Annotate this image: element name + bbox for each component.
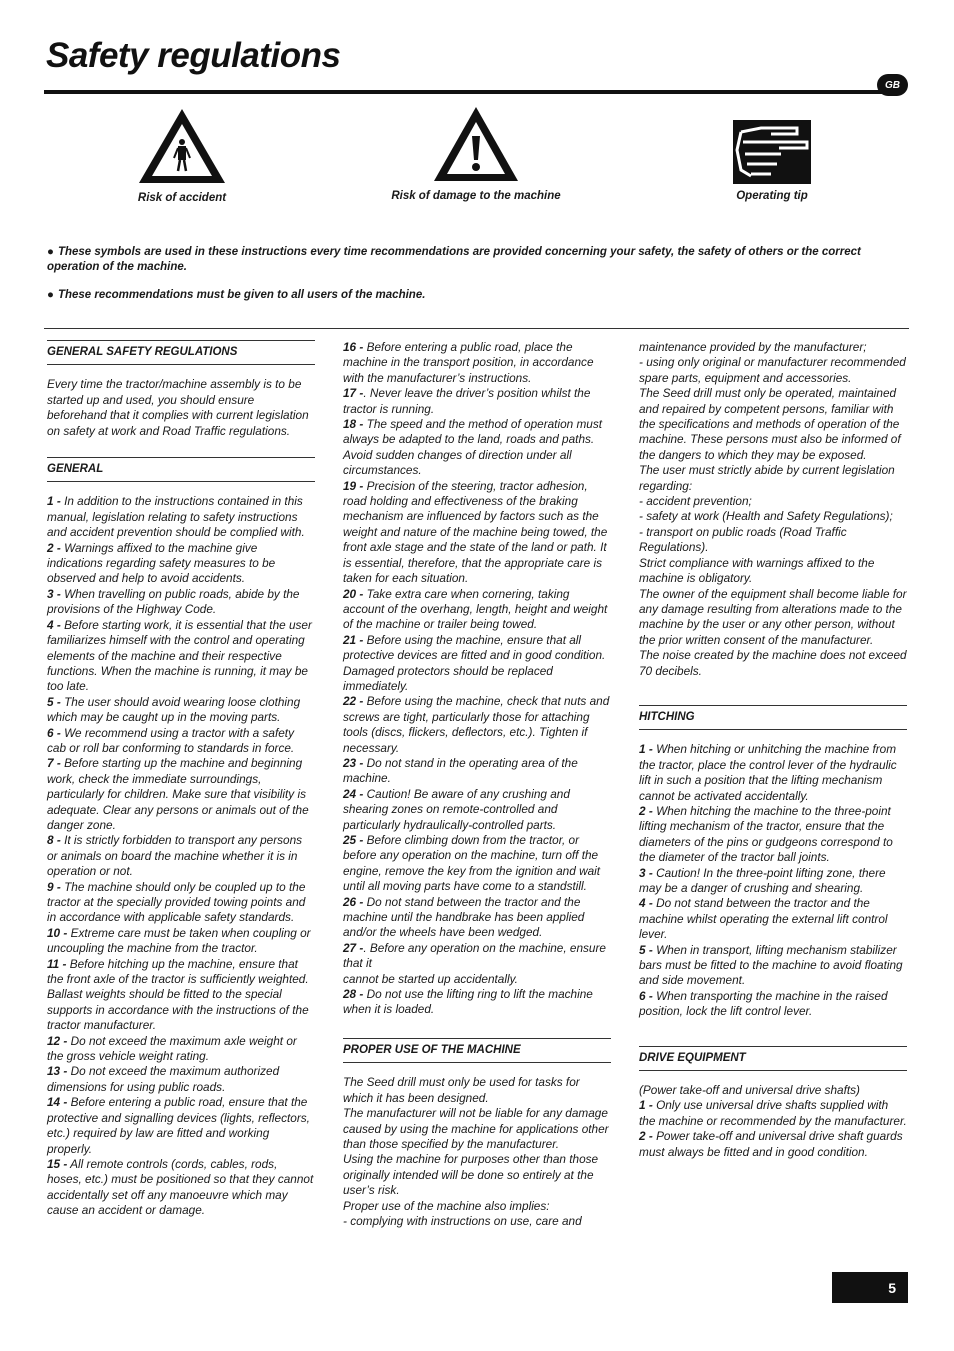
list-item: 21 - Before using the machine, ensure that all protective devices are fitted and in good condition. Damaged protectors should be replaced immediately. (343, 632, 606, 693)
list-item: 28 - Do not use the lifting ring to lift the machine when it is loaded. (343, 987, 593, 1017)
paragraph: - using only original or manufacturer recommended spare parts, equipment and accessories. (639, 355, 906, 385)
list-item: 14 - Before entering a public road, ensure that the protective and signalling devices (lights, reflectors, etc.) required by law are fitted and working properly. (47, 1095, 310, 1156)
section-heading-hitching: HITCHING (639, 705, 907, 730)
paragraph: The Seed drill must only be operated, maintained and repaired by competent persons, familiar with the specifications and methods of operation of the machine. These persons must also be informed of the dangers to which they may be exposed. (639, 386, 901, 462)
list-item: 5 - When in transport, lifting mechanism stabilizer bars must be fitted to the machine to avoid floating and side movement. (639, 942, 903, 988)
list-item: 1 - In addition to the instructions contained in this manual, legislation relating to safety instructions and accident prevention should be complied with. (47, 494, 305, 540)
list-item: 23 - Do not stand in the operating area of the machine. (343, 755, 578, 786)
list-item: 17 -. Never leave the driver’s position whilst the tractor is running. (343, 386, 591, 416)
bullet-icon: ● (47, 289, 54, 301)
users-note: ● These recommendations must be given to all users of the machine. (47, 289, 426, 301)
general-safety-text: Every time the tractor/machine assembly is to be started up and used, you should ensure beforehand that it complies with current legislation on safety at work and Road Traffic regulations. (47, 377, 309, 438)
symbol-operating-tip (721, 120, 823, 202)
list-item: 1 - Only use universal drive shafts supplied with the machine or recommended by the manufacturer. (639, 1098, 907, 1128)
paragraph: - transport on public roads (Road Traffic Regulations). (639, 524, 847, 555)
list-item: 24 - Caution! Be aware of any crushing and shearing zones on remote-controlled and particularly hydraulically-controlled parts. (343, 786, 570, 832)
list-item: 26 - Do not stand between the tractor and the machine until the handbrake has been applied and/or the wheels have been wedged. (343, 894, 585, 940)
risk-of-damage-icon (431, 104, 521, 184)
section-separator (44, 328, 909, 329)
symbol-risk-of-accident (122, 106, 242, 204)
symbol-note: ● These symbols are used in these instructions every time recommendations are provided concerning your safety, the safety of others or the correct operation of the machine. (47, 246, 861, 273)
symbol-label: Risk of damage to the machine (391, 190, 561, 202)
paragraph: The user must strictly abide by current legislation regarding: (639, 463, 895, 493)
list-item: 3 - Caution! In the three-point lifting zone, there may be a danger of crushing and shearing. (639, 865, 886, 895)
list-item: 2 - When hitching the machine to the three-point lifting mechanism of the tractor, ensure that the diameters of the pins or gudgeons correspond to the diameter of the tractor ball joints. (639, 803, 893, 865)
paragraph: Using the machine for purposes other than those originally intended will be done so entirely at the user’s risk. (343, 1152, 599, 1198)
list-item: 6 - We recommend using a tractor with a safety cab or roll bar conforming to standards in force. (47, 725, 295, 755)
list-item: 20 - Take extra care when cornering, taking account of the overhang, length, height and weight of the machine or trailer being towed. (343, 586, 608, 632)
paragraph: The owner of the equipment shall become liable for any damage resulting from alterations made to the machine by the user or any other person, without the prior written consent of the manufacturer. (639, 586, 907, 647)
list-item: 13 - Do not exceed the maximum authorized dimensions for using public roads. (47, 1064, 280, 1094)
symbol-risk-of-damage (386, 104, 566, 202)
page-title: Safety regulations (46, 36, 341, 75)
list-item: 5 - The user should avoid wearing loose clothing which may be caught up in the moving parts. (47, 694, 301, 725)
bullet-icon: ● (47, 246, 54, 258)
list-item: 25 - Before climbing down from the tractor, or before any operation on the machine, turn off the engine, remove the key from the ignition and wait until all moving parts have come to a standstill. (343, 833, 601, 894)
list-item: 19 - Precision of the steering, tractor adhesion, road holding and effectiveness of the braking mechanism are influenced by factors such as the weight and nature of the machine being towed, the front axle stage and the state of the land or path. It is essential, therefore, that the appropriate care is taken for each situation. (343, 478, 608, 586)
column-3 (639, 340, 907, 1160)
list-item: 12 - Do not exceed the maximum axle weight or the gross vehicle weight rating. (47, 1033, 297, 1064)
list-item: 8 - It is strictly forbidden to transport any persons or animals on board the machine whether it is in operation or not. (47, 833, 303, 879)
list-item: 11 - Before hitching up the machine, ensure that the front axle of the tractor is sufficiently weighted. Ballast weights should be fitted to the special supports in accordance with the instructions of the tractor manufacturer. (47, 956, 309, 1033)
paragraph: The Seed drill must only be used for tasks for which it has been designed. (343, 1075, 580, 1105)
list-item: 27 -. Before any operation on the machine, ensure that it (343, 940, 606, 971)
list-item: 2 - Warnings affixed to the machine give indications regarding safety measures to be observed and help to avoid accidents. (47, 540, 276, 586)
paragraph: - complying with instructions on use, care and (343, 1213, 582, 1228)
list-item: 16 - Before entering a public road, place the machine in the transport position, in accordance with the manufacturer’s instructions. (343, 340, 594, 385)
risk-of-accident-icon (136, 106, 228, 186)
column-2 (343, 340, 611, 1229)
paragraph: The noise created by the machine does not exceed 70 decibels. (639, 648, 907, 678)
list-item: 9 - The machine should only be coupled up to the tractor at the specially provided towing points and in accordance with applicable safety standards. (47, 879, 306, 925)
list-item: cannot be started up accidentally. (343, 971, 518, 986)
list-item: 4 - Before starting work, it is essential that the user familiarizes himself with the control and operating elements of the machine and their respective functions. When the machine is running, it may be too late. (47, 617, 312, 694)
paragraph: The manufacturer will not be liable for any damage caused by using the machine for applications other than those specified by the manufacturer. (343, 1106, 609, 1151)
list-item: 2 - Power take-off and universal drive shaft guards must always be fitted and in good condition. (639, 1129, 903, 1159)
section-heading-general: GENERAL (47, 457, 315, 482)
symbol-label: Risk of accident (137, 192, 227, 204)
list-item: 1 - When hitching or unhitching the machine from the tractor, place the control lever of the hydraulic lift in such a position that the lifting mechanism cannot be activated accidentally. (639, 742, 897, 803)
symbol-label: Operating tip (736, 190, 808, 202)
title-rule (44, 90, 882, 94)
page-number: 5 (832, 1272, 908, 1303)
operating-tip-icon (733, 120, 811, 184)
list-item: 10 - Extreme care must be taken when coupling or uncoupling the machine from the tractor. (47, 925, 311, 956)
paragraph: Proper use of the machine also implies: (343, 1198, 550, 1213)
list-item: 15 - All remote controls (cords, cables, rods, hoses, etc.) must be positioned so that they cannot accidentally set off any manoeuvre which may cause an accident or damage. (47, 1156, 314, 1218)
list-item: 22 - Before using the machine, check that nuts and screws are tight, particularly those for attaching tools (discs, flickers, deflectors, etc.). Tighten if necessary. (343, 694, 610, 755)
paragraph: - accident prevention; (639, 494, 752, 509)
language-badge: GB (877, 74, 908, 96)
list-item: 3 - When travelling on public roads, abide by the provisions of the Highway Code. (47, 586, 300, 617)
list-item: 6 - When transporting the machine in the raised position, lock the lift control lever. (639, 988, 888, 1019)
section-heading-general-safety: GENERAL SAFETY REGULATIONS (47, 340, 315, 365)
list-item: 4 - Do not stand between the tractor and the machine whilst operating the external lift control lever. (639, 896, 888, 942)
paragraph: maintenance provided by the manufacturer; (639, 340, 867, 354)
list-item: 18 - The speed and the method of operation must always be adapted to the land, roads and paths. Avoid sudden changes of direction under all circumstances. (343, 417, 603, 478)
column-1 (47, 340, 315, 1219)
paragraph: (Power take-off and universal drive shafts) (639, 1083, 860, 1098)
list-item: 7 - Before starting up the machine and beginning work, check the immediate surroundings, particularly for children. Make sure that visibility is adequate. Clear any persons or animals out of the danger zone. (47, 756, 309, 832)
paragraph: Strict compliance with warnings affixed to the machine is obligatory. (639, 555, 875, 586)
section-heading-proper-use: PROPER USE OF THE MACHINE (343, 1038, 611, 1063)
section-heading-drive-equipment: DRIVE EQUIPMENT (639, 1046, 907, 1071)
paragraph: - safety at work (Health and Safety Regulations); (639, 509, 893, 524)
